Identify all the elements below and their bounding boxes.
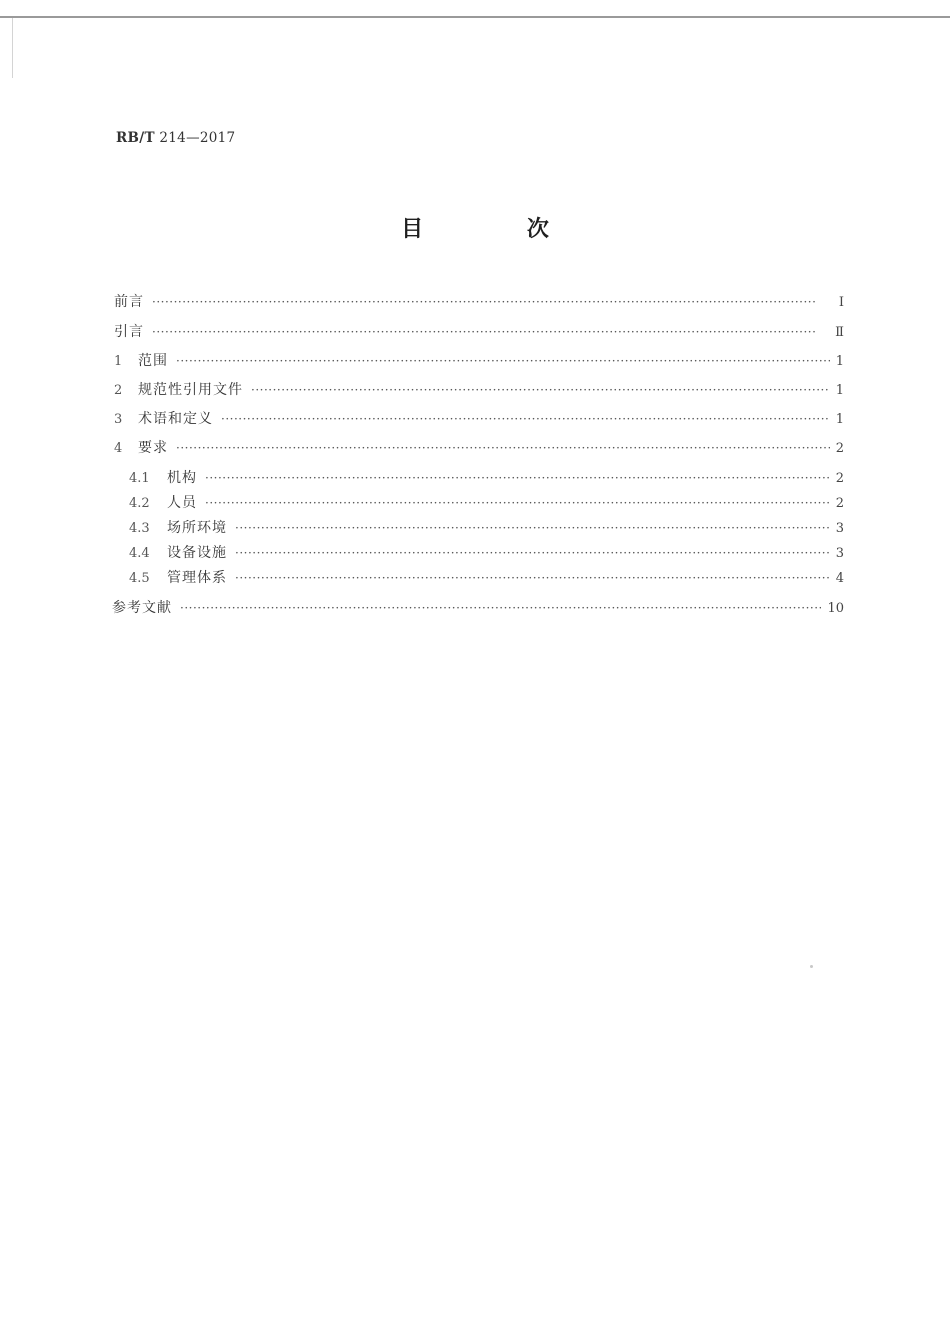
toc-dot-leader [235,543,830,563]
toc-dot-leader [152,292,830,312]
toc-dot-leader [251,380,830,400]
toc-dot-leader [152,322,829,342]
toc-entry-label: 人员 [167,495,197,511]
toc-entry-label: 术语和定义 [138,411,213,427]
toc-entry-label: 场所环境 [167,520,227,536]
toc-entry-foreword[interactable] [114,292,844,312]
standard-code-prefix: RB/T [116,130,155,146]
toc-entry-introduction[interactable] [114,322,844,342]
toc-entry-4-1[interactable] [129,468,844,488]
toc-entry-label: 参考文献 [112,600,172,616]
toc-entry-page: 2 [835,496,844,511]
toc-dot-leader [176,438,830,458]
toc-entry-number: 2 [114,383,123,398]
toc-entry-number: 3 [114,412,123,427]
toc-entry-page: Ⅱ [835,325,844,340]
toc-entry-number: 4 [114,441,123,456]
toc-entry-page: 1 [835,354,844,369]
toc-entry-page: 2 [835,441,844,456]
toc-entry-label: 规范性引用文件 [138,382,243,398]
scan-edge-left [12,18,13,78]
toc-entry-4[interactable] [114,438,844,458]
toc-dot-leader [176,351,830,371]
toc-entry-page: 3 [835,521,844,536]
toc-entry-4-2[interactable] [129,493,844,513]
standard-code [116,130,235,146]
toc-dot-leader [205,493,830,513]
toc-entry-page: 4 [835,571,844,586]
toc-entry-4-3[interactable] [129,518,844,538]
toc-entry-4-5[interactable] [129,568,844,588]
toc-dot-leader [235,518,830,538]
toc-entry-label: 管理体系 [167,570,227,586]
toc-entry-1[interactable] [114,351,844,371]
toc-entry-number: 4.3 [129,521,150,536]
toc-entry-label: 引言 [114,324,144,340]
toc-title: 目 次 [401,217,597,242]
toc-entry-page: Ⅰ [838,295,844,310]
toc-entry-page: 2 [835,471,844,486]
toc-entry-label: 范围 [138,353,168,369]
toc-entry-label: 前言 [114,294,144,310]
toc-entry-number: 4.5 [129,571,150,586]
toc-dot-leader [221,409,830,429]
toc-entry-3[interactable] [114,409,844,429]
scan-edge-top [0,16,950,18]
toc-entry-2[interactable] [114,380,844,400]
toc-entry-number: 4.2 [129,496,150,511]
toc-dot-leader [205,468,830,488]
toc-entry-page: 1 [835,412,844,427]
toc-entry-label: 设备设施 [167,545,227,561]
toc-entry-number: 4.1 [129,471,150,486]
toc-entry-label: 机构 [167,470,197,486]
toc-entry-page: 3 [835,546,844,561]
toc-entry-label: 要求 [138,440,168,456]
standard-code-number: 214—2017 [159,130,236,146]
toc-dot-leader [180,598,821,618]
toc-dot-leader [235,568,830,588]
toc-entry-number: 4.4 [129,546,150,561]
toc-entry-page: 10 [827,601,844,616]
scan-speck [810,965,813,968]
toc-entry-bibliography[interactable] [112,598,844,618]
toc-entry-number: 1 [114,354,123,369]
toc-entry-page: 1 [835,383,844,398]
toc-entry-4-4[interactable] [129,543,844,563]
